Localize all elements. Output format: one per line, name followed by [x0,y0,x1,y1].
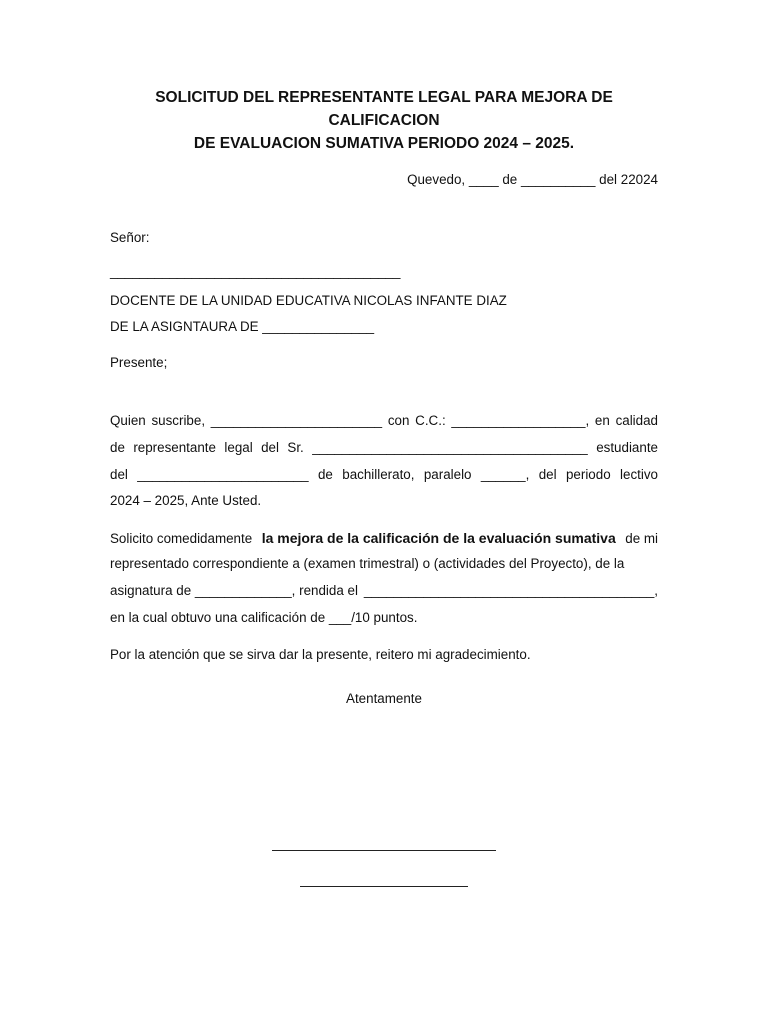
blank-cc: __________________, [451,413,590,428]
name-blank: _______________________________________ [110,264,401,279]
request-start: Solicito comedidamente [110,531,253,546]
word: suscribe, [151,413,206,428]
recipient-line-2: DE LA ASIGNTAURA DE _______________ [110,319,375,334]
date-line: Quevedo, ____ de __________ del 22024 [407,172,658,187]
closing: Por la atención que se sirva dar la presente, reitero mi agradecimiento. [110,647,531,662]
id-line [300,886,468,887]
word: de [317,467,333,482]
paragraph2-row3 [110,582,658,600]
title-line-2: DE EVALUACION SUMATIVA PERIODO 2024 – 2025. [193,135,575,152]
word: representante [133,440,216,455]
blank-date: _______________________________________, [363,583,658,598]
blank-student: _____________________________________ [312,440,588,455]
word: Quien [110,413,146,428]
sign-off: Atentamente [346,691,422,706]
title-line-1: SOLICITUD DEL REPRESENTANTE LEGAL PARA MEJORA DE CALIFICACION [155,89,613,129]
recipient-line-1: DOCENTE DE LA UNIDAD EDUCATIVA NICOLAS INFANTE DIAZ [110,293,507,308]
word: del [538,467,557,482]
paragraph2-row4: en la cual obtuvo una calificación de ___/10 puntos. [110,610,418,625]
word: lectivo [620,467,658,482]
word: con [387,413,410,428]
word: calidad [615,413,658,428]
word: del [261,440,279,455]
salutation: Señor: [110,230,150,245]
paragraph2-row2: representado correspondiente a (examen trimestral) o (actividades del Proyecto), de la [110,556,625,571]
request-end: de mi [625,531,658,546]
paragraph1-row2 [110,439,658,457]
word: estudiante [596,440,658,455]
paragraph1-row3 [110,466,658,484]
subject-text: asignatura de _____________, rendida el [110,583,358,598]
word: bachillerato, [342,467,415,482]
paragraph2-row1 [110,529,658,548]
document-title [100,86,668,155]
presente: Presente; [110,355,168,370]
word: paralelo [423,467,472,482]
request-bold: la mejora de la calificación de la evaluación sumativa [261,530,616,546]
word: en [594,413,610,428]
signature-line [272,850,496,851]
word: del [110,467,128,482]
blank-parallel: ______, [480,467,530,482]
blank-course: _______________________ [137,467,309,482]
word: C.C.: [415,413,446,428]
word: periodo [565,467,611,482]
word: de [110,440,125,455]
word: legal [224,440,253,455]
paragraph1-row1 [110,412,658,430]
word: Sr. [287,440,304,455]
paragraph1-row4: 2024 – 2025, Ante Usted. [110,493,262,508]
blank-name: _______________________ [210,413,383,428]
